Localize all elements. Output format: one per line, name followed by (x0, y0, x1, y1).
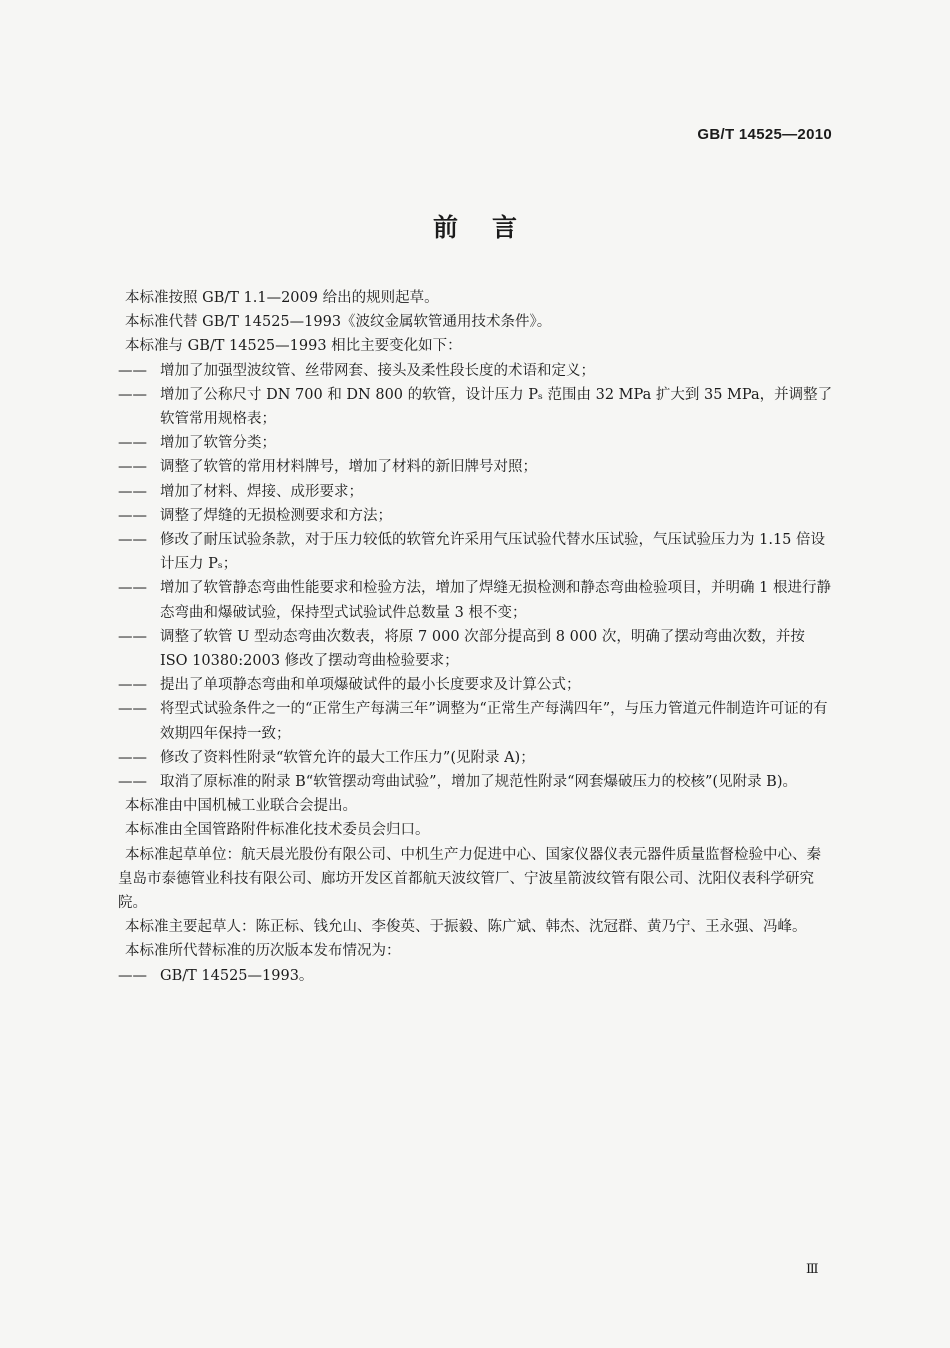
change-item-text: 修改了耐压试验条款，对于压力较低的软管允许采用气压试验代替水压试验，气压试验压力为 1.15 倍设计压力 Pₛ； (160, 532, 825, 573)
dash-marker: —— (118, 459, 147, 476)
dash-marker: —— (118, 580, 147, 597)
dash-marker: —— (118, 967, 147, 984)
history-item (118, 964, 834, 988)
change-item-text: 修改了资料性附录“软管允许的最大工作压力”(见附录 A)； (160, 749, 535, 766)
change-item-text: 增加了材料、焊接、成形要求； (160, 483, 363, 500)
change-item-text: 提出了单项静态弯曲和单项爆破试件的最小长度要求及计算公式； (160, 677, 581, 694)
dash-marker: —— (118, 749, 147, 766)
change-item (118, 770, 834, 794)
dash-marker: —— (118, 677, 147, 694)
change-item (118, 480, 834, 504)
change-item-text: 取消了原标准的附录 B“软管摆动弯曲试验”，增加了规范性附录“网套爆破压力的校核”(见附录 B)。 (160, 774, 797, 791)
change-item-text: 将型式试验条件之一的“正常生产每满三年”调整为“正常生产每满四年”，与压力管道元件制造许可证的有效期四年保持一致； (160, 701, 828, 742)
change-item-text: 增加了公称尺寸 DN 700 和 DN 800 的软管，设计压力 Pₛ 范围由 32 MPa 扩大到 35 MPa，并调整了软管常用规格表； (160, 386, 833, 428)
change-item (118, 504, 834, 528)
change-item (118, 383, 834, 431)
change-item-text: 调整了软管的常用材料牌号，增加了材料的新旧牌号对照； (160, 459, 537, 476)
dash-marker: —— (118, 507, 147, 524)
intro-paragraph: 本标准按照 GB/T 1.1—2009 给出的规则起草。 (125, 290, 439, 306)
standard-number: GB/T 14525—2010 (697, 126, 832, 143)
history-item-text: GB/T 14525—1993。 (160, 967, 314, 984)
dash-marker: —— (118, 483, 147, 500)
change-item (118, 697, 834, 745)
dash-marker: —— (118, 362, 147, 379)
intro-paragraph: 本标准代替 GB/T 14525—1993《波纹金属软管通用技术条件》。 (125, 314, 552, 331)
dash-marker: —— (118, 628, 147, 645)
closing-paragraph: 本标准由全国管路附件标准化技术委员会归口。 (125, 822, 430, 839)
history-heading: 本标准所代替标准的历次版本发布情况为： (125, 943, 401, 960)
dash-marker: —— (118, 532, 147, 549)
change-item (118, 359, 834, 383)
change-item (118, 746, 834, 770)
change-item (118, 431, 834, 455)
closing-paragraph: 本标准由中国机械工业联合会提出。 (125, 798, 357, 815)
drafters-paragraph: 本标准主要起草人：陈正标、钱允山、李俊英、于振毅、陈广斌、韩杰、沈冠群、黄乃宁、王永强、冯峰。 (125, 919, 807, 936)
change-item-text: 增加了软管静态弯曲性能要求和检验方法，增加了焊缝无损检测和静态弯曲检验项目，并明确 1 根进行静态弯曲和爆破试验，保持型式试验试件总数量 3 根不变； (160, 580, 831, 621)
change-item-text: 增加了软管分类； (160, 435, 276, 452)
change-item (118, 576, 834, 624)
dash-marker: —— (118, 386, 147, 403)
change-item (118, 625, 834, 673)
page-number: Ⅲ (806, 1262, 818, 1277)
intro-paragraph: 本标准与 GB/T 14525—1993 相比主要变化如下： (125, 338, 462, 355)
dash-marker: —— (118, 435, 147, 452)
change-item (118, 673, 834, 697)
change-item-text: 调整了焊缝的无损检测要求和方法； (160, 507, 392, 524)
change-item (118, 455, 834, 479)
dash-marker: —— (118, 774, 147, 791)
change-item (118, 528, 834, 576)
change-item-text: 增加了加强型波纹管、丝带网套、接头及柔性段长度的术语和定义； (160, 362, 595, 379)
drafting-units-paragraph: 本标准起草单位：航天晨光股份有限公司、中机生产力促进中心、国家仪器仪表元器件质量监督检验中心、秦皇岛市泰德管业科技有限公司、廊坊开发区首都航天波纹管厂、宁波星箭波纹管有限公司、沈阳仪表科学研究院。 (118, 846, 821, 912)
dash-marker: —— (118, 701, 147, 718)
change-item-text: 调整了软管 U 型动态弯曲次数表，将原 7 000 次部分提高到 8 000 次，明确了摆动弯曲次数，并按 ISO 10380:2003 修改了摆动弯曲检验要求； (160, 628, 805, 670)
page-title: 前言 (432, 213, 551, 242)
document-body (118, 286, 834, 988)
